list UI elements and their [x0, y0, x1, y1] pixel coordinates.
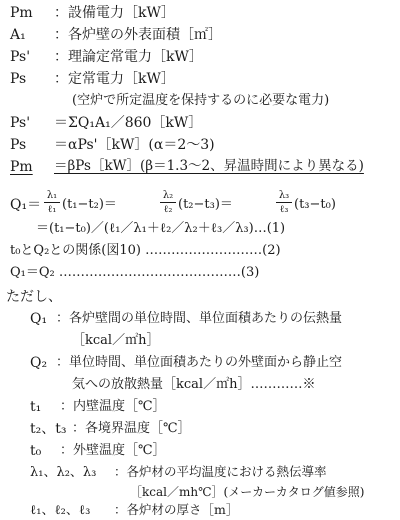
eq-lhs-ps: Ps — [10, 137, 27, 153]
note-text-t2-t3: ：各境界温度［℃］ — [72, 421, 191, 436]
eq-rhs-pm: ＝βPs［kW］(β＝1.3～2、昇温時間により異なる) — [54, 158, 364, 174]
tadashi-heading: ただし、 — [6, 289, 62, 305]
def-text-ps-prime: ：理論定常電力［kW］ — [54, 49, 203, 65]
frac1-numerator: λ₁ — [44, 190, 60, 203]
def-text-ps: ：定常電力［kW］ — [54, 71, 175, 87]
eq-rhs-ps-prime: ＝ΣQ₁A₁／860［kW］ — [54, 115, 203, 131]
note-text-l: ：各炉材の厚さ［m］ — [114, 502, 239, 517]
note-text-q2-cont: 気への放散熱量［kcal／㎡h］…………※ — [72, 377, 316, 392]
note-text-lambda: ：各炉材の平均温度における熱伝導率 — [114, 464, 327, 479]
frac3-denominator: ℓ₃ — [279, 204, 289, 215]
eq-lhs-ps-prime: Ps' — [10, 115, 31, 131]
def-symbol-pm: Pm — [10, 5, 33, 21]
equation-3-line: Q₁＝Q₂ ……………………………………(3) — [10, 265, 260, 280]
q1-term2: (t₂−t₃)＝ — [178, 197, 233, 212]
note-symbol-q1: Q₁ — [30, 311, 48, 327]
frac2-denominator: ℓ₂ — [163, 204, 173, 215]
def-symbol-a1: A₁ — [10, 27, 26, 43]
fraction-lambda3-l3 — [276, 190, 292, 215]
note-symbol-t2-t3: t₂、t₃ — [30, 421, 67, 437]
def-text-a1: ：各炉壁の外表面積［㎡］ — [54, 27, 222, 43]
q1-term1: (t₁−t₂)＝ — [62, 197, 117, 212]
def-text-pm: ：設備電力［kW］ — [54, 5, 175, 21]
note-text-lambda-unit: ［kcal／mh℃］(メーカーカタログ値参照) — [130, 485, 365, 499]
frac1-denominator: ℓ₁ — [47, 204, 57, 215]
fraction-lambda1-l1 — [44, 190, 60, 215]
note-symbol-q2: Q₂ — [30, 355, 48, 371]
note-text-q2: ：単位時間、単位面積あたりの外壁面から静止空 — [56, 355, 343, 370]
note-symbol-lambda: λ₁、λ₂、λ₃ — [30, 465, 97, 480]
q1-equation-line2: ＝(t₁−t₀)／(ℓ₁／λ₁＋ℓ₂／λ₂＋ℓ₃／λ₃)…(1) — [36, 221, 286, 236]
note-symbol-t0: t₀ — [30, 443, 42, 459]
note-text-q1-unit: ［kcal／㎡h］ — [72, 333, 160, 348]
note-symbol-t1: t₁ — [30, 399, 42, 415]
def-symbol-ps-prime: Ps' — [10, 49, 31, 65]
frac3-numerator: λ₃ — [276, 190, 292, 203]
eq-rhs-ps: ＝αPs'［kW］(α＝2～3) — [54, 137, 215, 153]
def-symbol-ps: Ps — [10, 71, 27, 87]
note-text-t0: ：外壁温度［℃］ — [60, 443, 166, 458]
q1-lhs: Q₁＝ — [10, 197, 42, 213]
frac2-numerator: λ₂ — [160, 190, 176, 203]
def-note-ps: (空炉で所定温度を保持するのに必要な電力) — [72, 93, 330, 108]
q1-term3: (t₃−t₀) — [294, 197, 336, 212]
note-text-q1: ：各炉壁間の単位時間、単位面積あたりの伝熱量 — [56, 311, 343, 326]
note-symbol-l: ℓ₁、ℓ₂、ℓ₃ — [30, 503, 91, 518]
eq-lhs-pm: Pm — [10, 159, 33, 175]
fraction-lambda2-l2 — [160, 190, 176, 215]
note-text-t1: ：内壁温度［℃］ — [60, 399, 166, 414]
equation-2-line: t₀とQ₂との関係(図10) ………………………(2) — [10, 243, 281, 258]
